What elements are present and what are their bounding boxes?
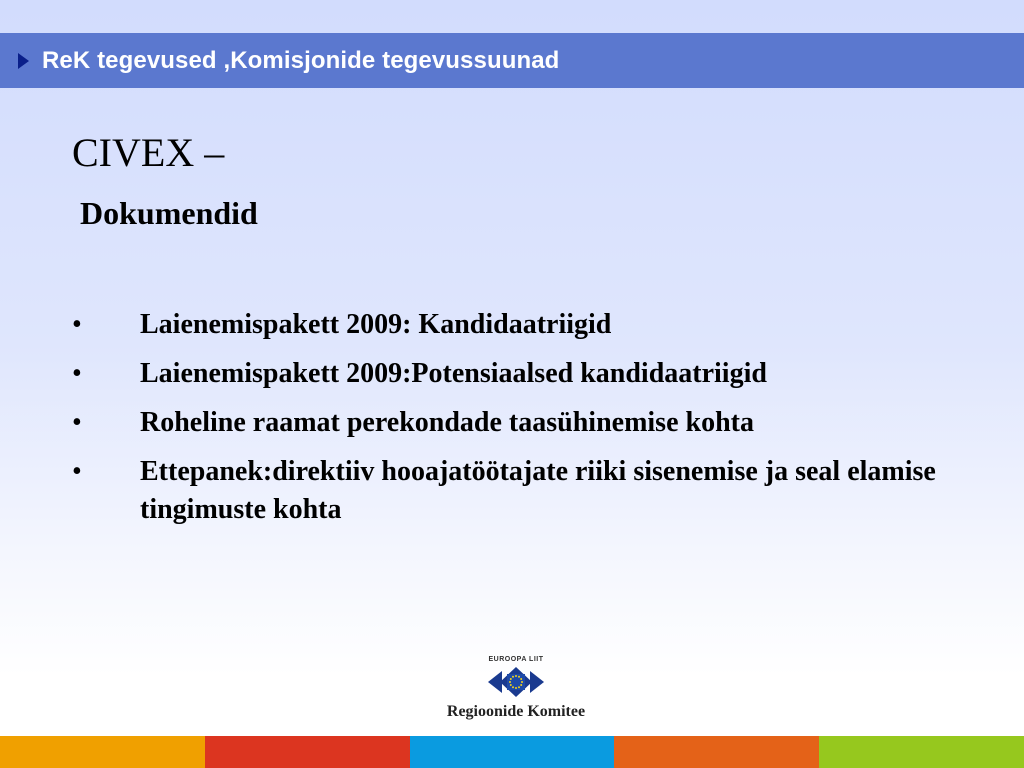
footer-stripe xyxy=(819,736,1024,768)
bullet-text: Laienemispakett 2009:Potensiaalsed kandidaatriigid xyxy=(140,358,767,389)
bullet-list xyxy=(70,306,970,540)
bullet-icon: • xyxy=(72,309,82,340)
committee-logo xyxy=(436,651,596,727)
list-item xyxy=(70,453,970,529)
bullet-icon: • xyxy=(72,407,82,438)
play-triangle-icon xyxy=(18,53,29,69)
eu-flag-emblem-icon xyxy=(488,667,544,697)
footer-stripe xyxy=(410,736,615,768)
logo-top-text: EUROOPA LIIT xyxy=(488,656,544,663)
footer-stripe xyxy=(614,736,819,768)
list-item xyxy=(70,355,970,393)
bullet-text: Roheline raamat perekondade taasühinemise kohta xyxy=(140,407,754,438)
header-bar xyxy=(0,33,1024,88)
footer-stripe xyxy=(0,736,205,768)
bullet-icon: • xyxy=(72,456,82,487)
slide-title: CIVEX – xyxy=(72,130,225,175)
logo-bottom-text: Regioonide Komitee xyxy=(446,703,586,720)
footer-stripe xyxy=(205,736,410,768)
bullet-text: Laienemispakett 2009: Kandidaatriigid xyxy=(140,309,612,340)
slide-subtitle: Dokumendid xyxy=(80,195,258,231)
header-title: ReK tegevused ,Komisjonide tegevussuunad xyxy=(42,46,560,74)
footer-stripes xyxy=(0,736,1024,768)
bullet-text: Ettepanek:direktiiv hooajatöötajate riiki sisenemise ja seal elamise tingimuste kohta xyxy=(140,456,936,525)
list-item xyxy=(70,404,970,442)
bullet-icon: • xyxy=(72,358,82,389)
list-item xyxy=(70,306,970,344)
